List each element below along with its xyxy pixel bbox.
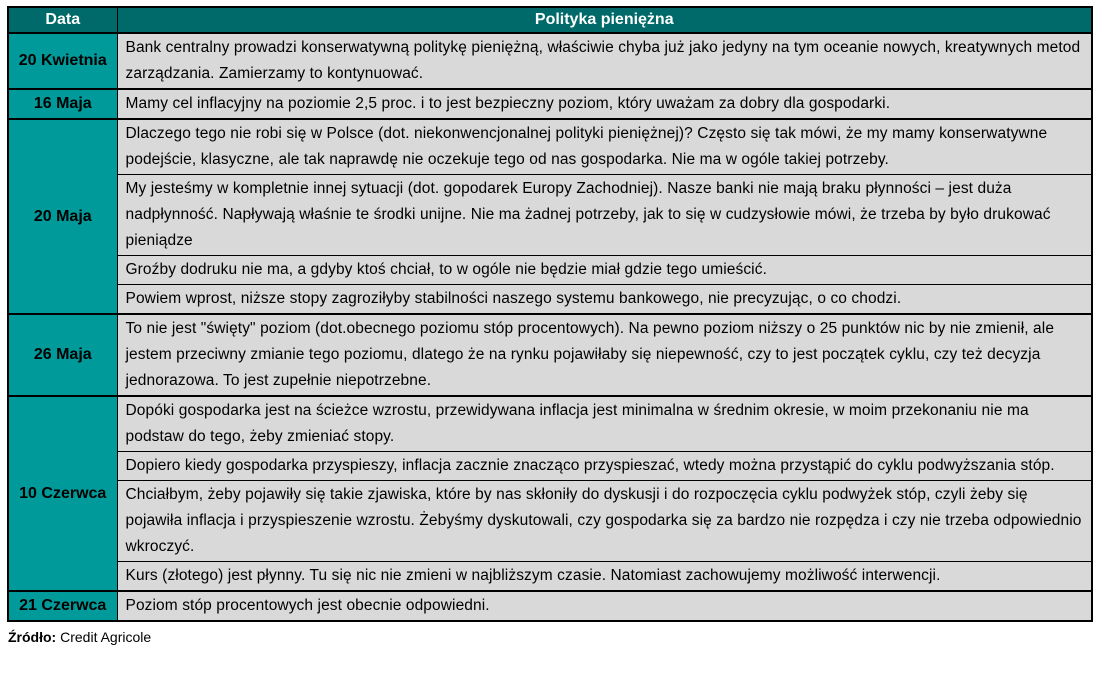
column-header-date: Data bbox=[8, 7, 117, 33]
table-row bbox=[8, 591, 1092, 621]
table-row bbox=[8, 562, 1092, 592]
quote-cell: Dopóki gospodarka jest na ścieżce wzrostu, przewidywana inflacja jest minimalna w średnim okresie, w moim przekonaniu nie ma podstaw do tego, żeby zmieniać stopy. bbox=[117, 396, 1092, 452]
quote-cell: Bank centralny prowadzi konserwatywną politykę pieniężną, właściwie chyba już jako jedyny na tym oceanie nowych, kreatywnych metod zarządzania. Zamierzamy to kontynuować. bbox=[117, 33, 1092, 89]
monetary-policy-table bbox=[7, 6, 1093, 622]
date-cell: 16 Maja bbox=[8, 89, 117, 119]
table-body bbox=[8, 33, 1092, 621]
date-cell: 10 Czerwca bbox=[8, 396, 117, 591]
table-row bbox=[8, 314, 1092, 396]
table-row bbox=[8, 119, 1092, 175]
date-cell: 20 Kwietnia bbox=[8, 33, 117, 89]
quote-cell: Powiem wprost, niższe stopy zagroziłyby stabilności naszego systemu bankowego, nie precyzując, o co chodzi. bbox=[117, 285, 1092, 315]
header-row bbox=[8, 7, 1092, 33]
table-row bbox=[8, 481, 1092, 562]
quote-cell: To nie jest "święty" poziom (dot.obecnego poziomu stóp procentowych). Na pewno poziom niższy o 25 punktów nic by nie zmienił, ale jestem przeciwny zmianie tego poziomu, dlatego że na rynku pojawiłaby się niepewność, czy to jest początek cyklu, czy też decyzja jednorazowa. To jest zupełnie niepotrzebne. bbox=[117, 314, 1092, 396]
date-cell: 21 Czerwca bbox=[8, 591, 117, 621]
quote-cell: Poziom stóp procentowych jest obecnie odpowiedni. bbox=[117, 591, 1092, 621]
source-value: Credit Agricole bbox=[60, 629, 152, 645]
source-label: Źródło: bbox=[8, 629, 57, 645]
table-row bbox=[8, 285, 1092, 315]
table-row bbox=[8, 175, 1092, 256]
date-cell: 20 Maja bbox=[8, 119, 117, 314]
table-row bbox=[8, 89, 1092, 119]
table-row bbox=[8, 33, 1092, 89]
quote-cell: My jesteśmy w kompletnie innej sytuacji (dot. gopodarek Europy Zachodniej). Nasze banki nie mają braku płynności – jest duża nadpłynność. Napływają właśnie te środki unijne. Nie ma żadnej potrzeby, jak to się w cudzysłowie mówi, że trzeba by było drukować pieniądze bbox=[117, 175, 1092, 256]
table-header bbox=[8, 7, 1092, 33]
table-row bbox=[8, 452, 1092, 481]
table-row bbox=[8, 396, 1092, 452]
quote-cell: Dlaczego tego nie robi się w Polsce (dot. niekonwencjonalnej polityki pieniężnej)? Często się tak mówi, że my mamy konserwatywne podejście, klasyczne, ale tak naprawdę nie oczekuje tego od nas gospodarka. Nie ma w ogóle takiej potrzeby. bbox=[117, 119, 1092, 175]
quote-cell: Kurs (złotego) jest płynny. Tu się nic nie zmieni w najbliższym czasie. Natomiast zachowujemy możliwość interwencji. bbox=[117, 562, 1092, 592]
source-note bbox=[8, 628, 1093, 647]
column-header-policy: Polityka pieniężna bbox=[117, 7, 1092, 33]
table-row bbox=[8, 256, 1092, 285]
quote-cell: Dopiero kiedy gospodarka przyspieszy, inflacja zacznie znacząco przyspieszać, wtedy można przystąpić do cyklu podwyższania stóp. bbox=[117, 452, 1092, 481]
quote-cell: Groźby dodruku nie ma, a gdyby ktoś chciał, to w ogóle nie będzie miał gdzie tego umieścić. bbox=[117, 256, 1092, 285]
date-cell: 26 Maja bbox=[8, 314, 117, 396]
quote-cell: Chciałbym, żeby pojawiły się takie zjawiska, które by nas skłoniły do dyskusji i do rozpoczęcia cyklu podwyżek stóp, czyli żeby się pojawiła inflacja i przyspieszenie wzrostu. Żebyśmy dyskutowali, czy gospodarka się za bardzo nie rozpędza i czy nie trzeba odpowiednio wkroczyć. bbox=[117, 481, 1092, 562]
quote-cell: Mamy cel inflacyjny na poziomie 2,5 proc. i to jest bezpieczny poziom, który uważam za dobry dla gospodarki. bbox=[117, 89, 1092, 119]
